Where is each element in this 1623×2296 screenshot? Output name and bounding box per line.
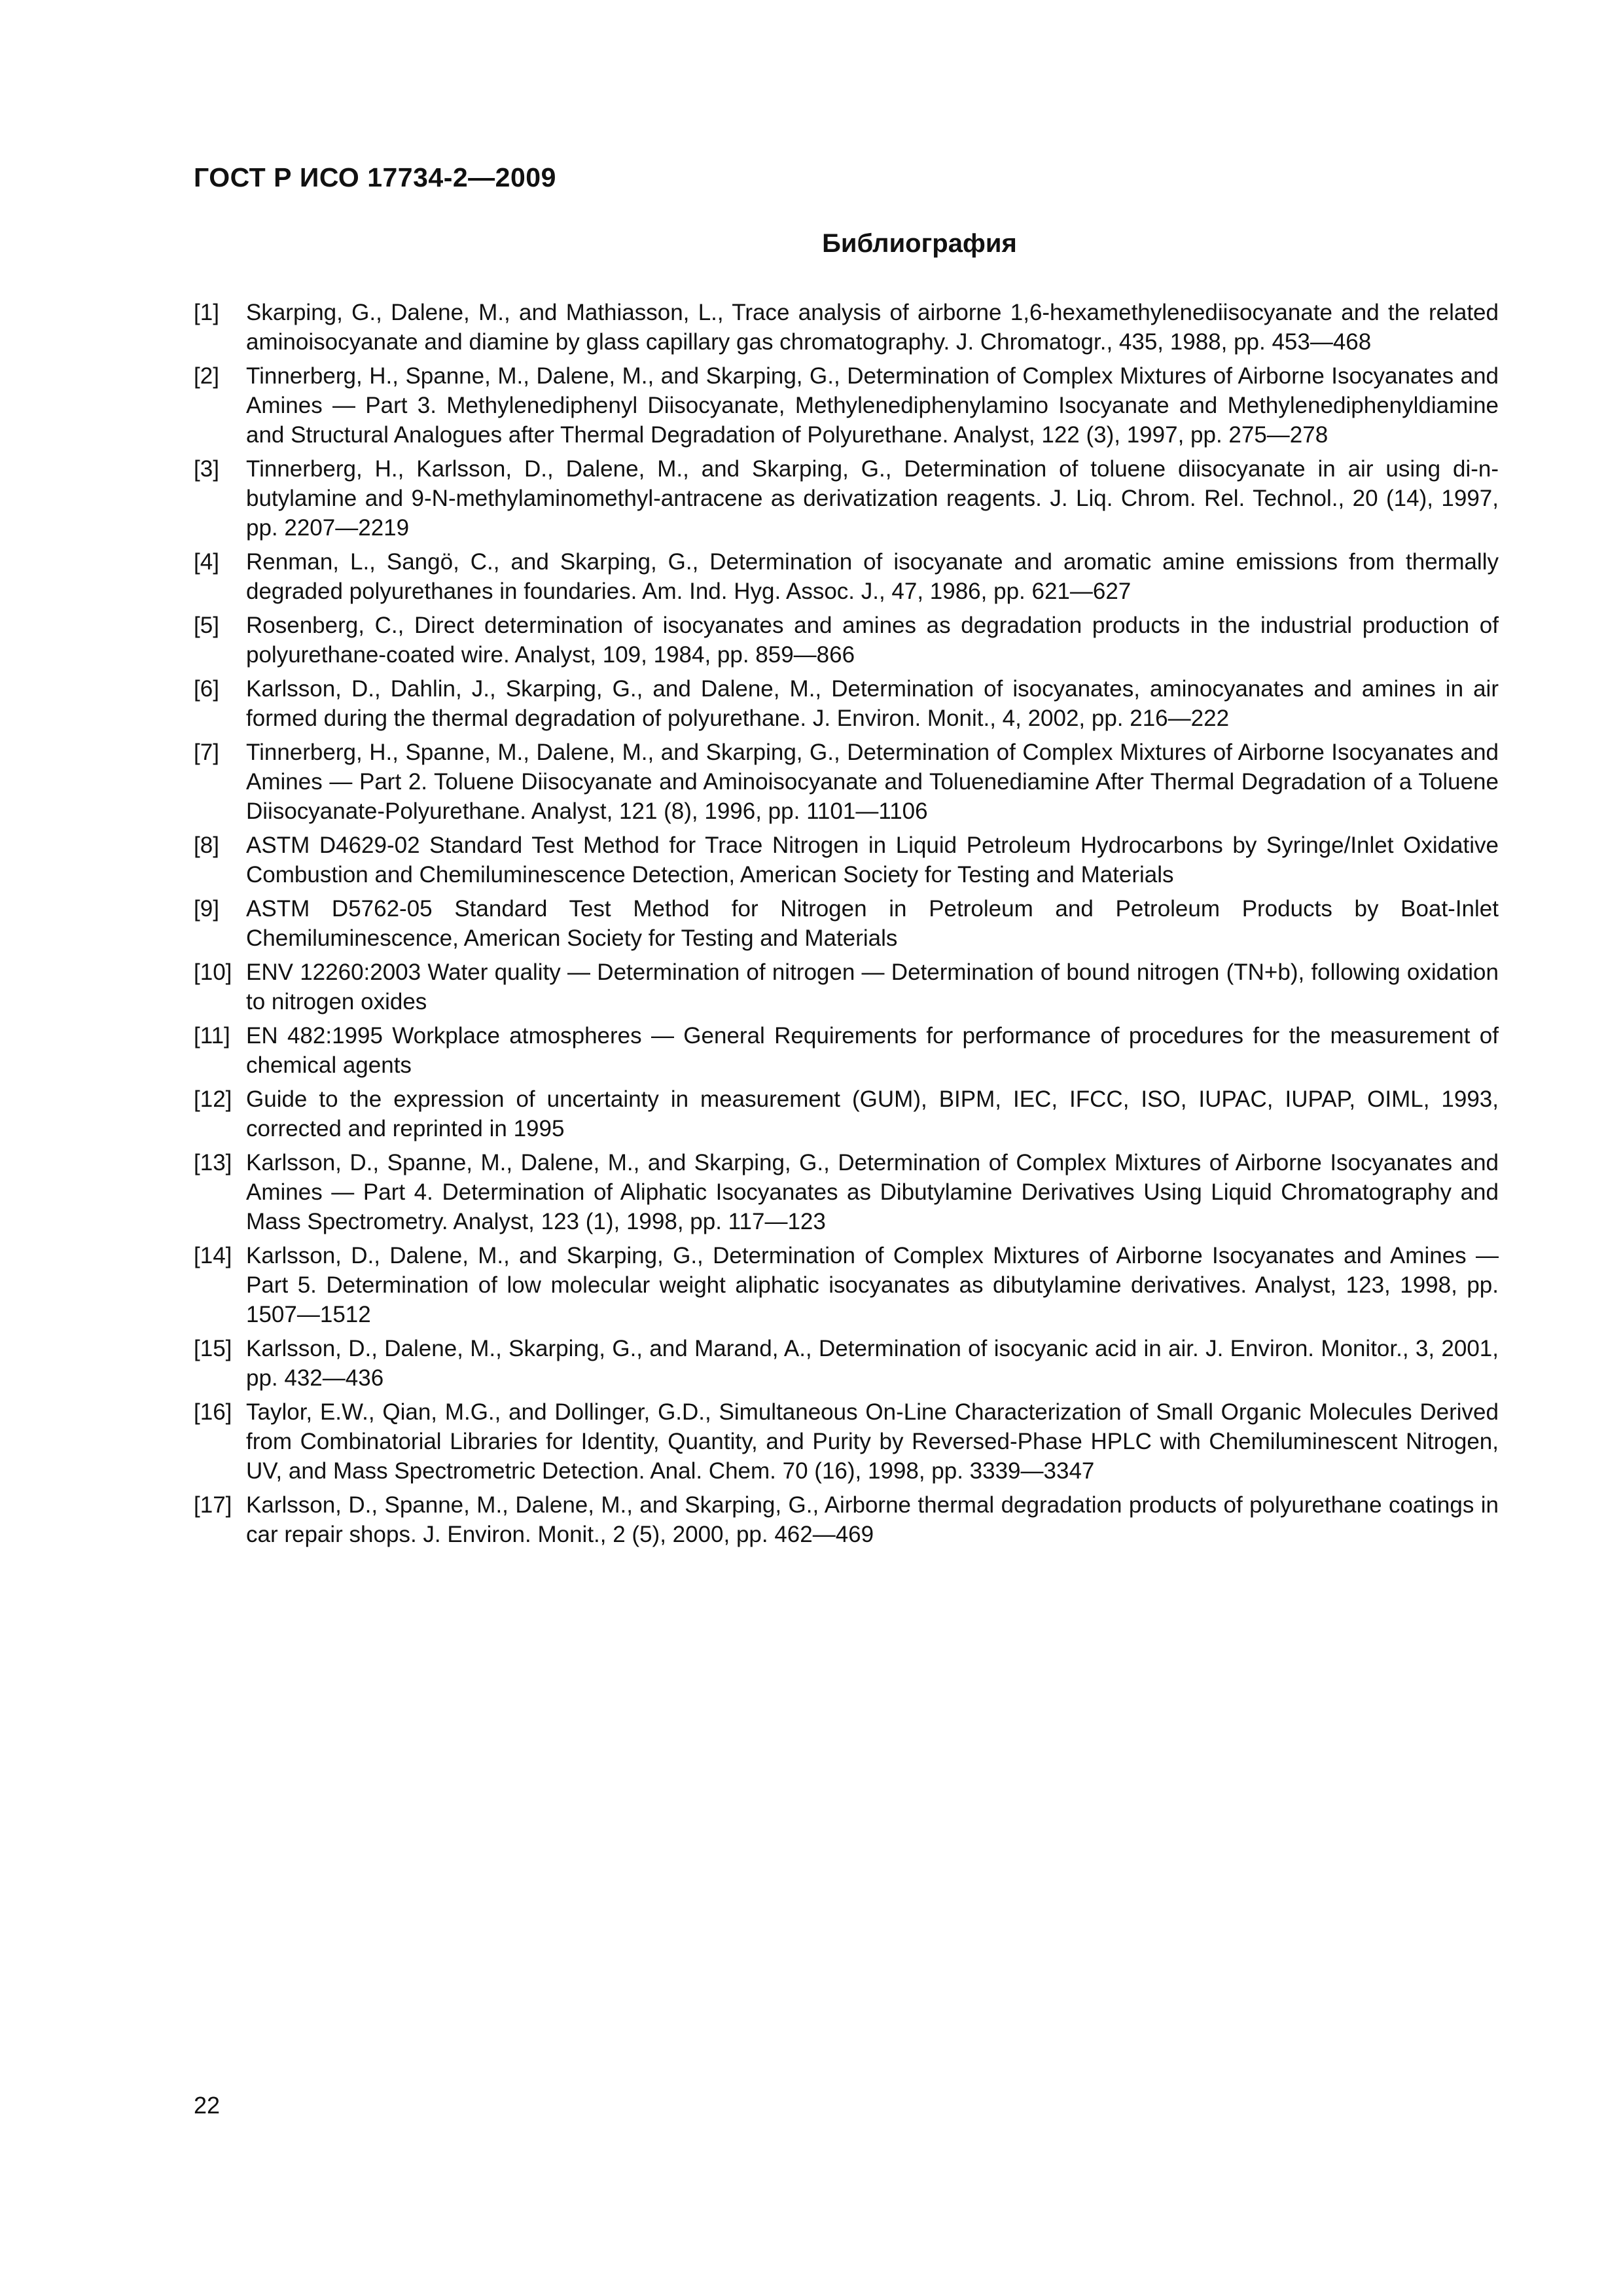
- reference-item: [194, 298, 1499, 357]
- reference-number: [5]: [194, 613, 219, 638]
- reference-number: [10]: [194, 960, 232, 985]
- reference-text: Rosenberg, C., Direct determination of isocyanates and amines as degradation products in the industrial production of polyurethane-coated wire. Analyst, 109, 1984, pp. 859—866: [246, 613, 1499, 668]
- reference-item: [194, 831, 1499, 889]
- reference-text: Skarping, G., Dalene, M., and Mathiasson, L., Trace analysis of airborne 1,6-hexamethylenediisocyanate and the related aminoisocyanate and diamine by glass capillary gas chromatography. J. Chromatogr., 435, 1988, pp. 453—468: [246, 300, 1499, 355]
- reference-item: [194, 894, 1499, 953]
- reference-number: [7]: [194, 740, 219, 765]
- reference-number: [17]: [194, 1492, 232, 1518]
- reference-number: [2]: [194, 363, 219, 389]
- reference-text: Karlsson, D., Dahlin, J., Skarping, G., and Dalene, M., Determination of isocyanates, aminocyanates and amines in air formed during the thermal degradation of polyurethane. J. Environ. Monit., 4, 2002, pp. 216—222: [246, 676, 1499, 731]
- reference-item: [194, 454, 1499, 543]
- reference-number: [4]: [194, 549, 219, 575]
- reference-text: Karlsson, D., Spanne, M., Dalene, M., and Skarping, G., Airborne thermal degradation products of polyurethane coatings in car repair shops. J. Environ. Monit., 2 (5), 2000, pp. 462—469: [246, 1492, 1499, 1547]
- reference-item: [194, 1334, 1499, 1393]
- reference-text: ASTM D4629-02 Standard Test Method for Trace Nitrogen in Liquid Petroleum Hydrocarbons by Syringe/Inlet Oxidative Combustion and Chemiluminescence Detection, American Society for Testing and Materials: [246, 833, 1499, 888]
- reference-item: [194, 1148, 1499, 1236]
- reference-text: Tinnerberg, H., Karlsson, D., Dalene, M., and Skarping, G., Determination of toluene diisocyanate in air using di-n-butylamine and 9-N-methylaminomethyl-antracene as derivatization reagents. J. Liq. Chrom. Rel. Technol., 20 (14), 1997, pp. 2207—2219: [246, 456, 1499, 541]
- reference-text: ASTM D5762-05 Standard Test Method for Nitrogen in Petroleum and Petroleum Products by Boat-Inlet Chemiluminescence, American Society for Testing and Materials: [246, 896, 1499, 951]
- reference-number: [13]: [194, 1150, 232, 1175]
- reference-number: [14]: [194, 1243, 232, 1268]
- reference-item: [194, 611, 1499, 670]
- reference-text: ENV 12260:2003 Water quality — Determination of nitrogen — Determination of bound nitrogen (TN+b), following oxidation to nitrogen oxides: [246, 960, 1499, 1014]
- reference-number: [11]: [194, 1023, 230, 1049]
- reference-text: Karlsson, D., Spanne, M., Dalene, M., and Skarping, G., Determination of Complex Mixtures of Airborne Isocyanates and Amines — Part 4. Determination of Aliphatic Isocyanates as Dibutylamine Derivatives Using Liquid Chromatography and Mass Spectrometry. Analyst, 123 (1), 1998, pp. 117—123: [246, 1150, 1499, 1234]
- reference-number: [15]: [194, 1336, 232, 1361]
- reference-item: [194, 1241, 1499, 1329]
- reference-number: [9]: [194, 896, 219, 922]
- reference-text: Tinnerberg, H., Spanne, M., Dalene, M., and Skarping, G., Determination of Complex Mixtures of Airborne Isocyanates and Amines — Part 2. Toluene Diisocyanate and Aminoisocyanate and Toluenediamine After Thermal Degradation of a Toluene Diisocyanate-Polyurethane. Analyst, 121 (8), 1996, pp. 1101—1106: [246, 740, 1499, 824]
- reference-text: Guide to the expression of uncertainty in measurement (GUM), BIPM, IEC, IFCC, ISO, IUPAC, IUPAP, OIML, 1993, corrected and reprinted in 1995: [246, 1086, 1499, 1141]
- reference-text: EN 482:1995 Workplace atmospheres — General Requirements for performance of procedures for the measurement of chemical agents: [246, 1023, 1499, 1078]
- standard-code-header: ГОСТ Р ИСО 17734-2—2009: [194, 162, 556, 192]
- reference-text: Karlsson, D., Dalene, M., Skarping, G., and Marand, A., Determination of isocyanic acid in air. J. Environ. Monitor., 3, 2001, pp. 432—436: [246, 1336, 1499, 1391]
- reference-list: [194, 298, 1499, 1554]
- reference-number: [3]: [194, 456, 219, 482]
- reference-text: Taylor, E.W., Qian, M.G., and Dollinger, G.D., Simultaneous On-Line Characterization of Small Organic Molecules Derived from Combinatorial Libraries for Identity, Quantity, and Purity by Reversed-Phase HPLC with Chemiluminescent Nitrogen, UV, and Mass Spectrometric Detection. Anal. Chem. 70 (16), 1998, pp. 3339—3347: [246, 1399, 1499, 1484]
- reference-item: [194, 361, 1499, 450]
- reference-item: [194, 1490, 1499, 1549]
- reference-text: Renman, L., Sangö, C., and Skarping, G., Determination of isocyanate and aromatic amine emissions from thermally degraded polyurethanes in foundaries. Am. Ind. Hyg. Assoc. J., 47, 1986, pp. 621—627: [246, 549, 1499, 604]
- reference-item: [194, 1021, 1499, 1080]
- reference-item: [194, 547, 1499, 606]
- bibliography-title: Библиография: [822, 229, 1017, 258]
- reference-number: [6]: [194, 676, 219, 702]
- reference-item: [194, 958, 1499, 1016]
- reference-item: [194, 674, 1499, 733]
- reference-item: [194, 1085, 1499, 1143]
- reference-item: [194, 738, 1499, 826]
- page-number: 22: [194, 2092, 221, 2119]
- reference-item: [194, 1397, 1499, 1486]
- reference-number: [12]: [194, 1086, 232, 1112]
- reference-text: Tinnerberg, H., Spanne, M., Dalene, M., and Skarping, G., Determination of Complex Mixtures of Airborne Isocyanates and Amines — Part 3. Methylenediphenyl Diisocyanate, Methylenediphenylamino Isocyanate and Methylenediphenyldiamine and Structural Analogues after Thermal Degradation of Polyurethane. Analyst, 122 (3), 1997, pp. 275—278: [246, 363, 1499, 448]
- reference-number: [1]: [194, 300, 219, 325]
- reference-text: Karlsson, D., Dalene, M., and Skarping, G., Determination of Complex Mixtures of Airborne Isocyanates and Amines — Part 5. Determination of low molecular weight aliphatic isocyanates as dibutylamine derivatives. Analyst, 123, 1998, pp. 1507—1512: [246, 1243, 1499, 1327]
- reference-number: [8]: [194, 833, 219, 858]
- reference-number: [16]: [194, 1399, 232, 1425]
